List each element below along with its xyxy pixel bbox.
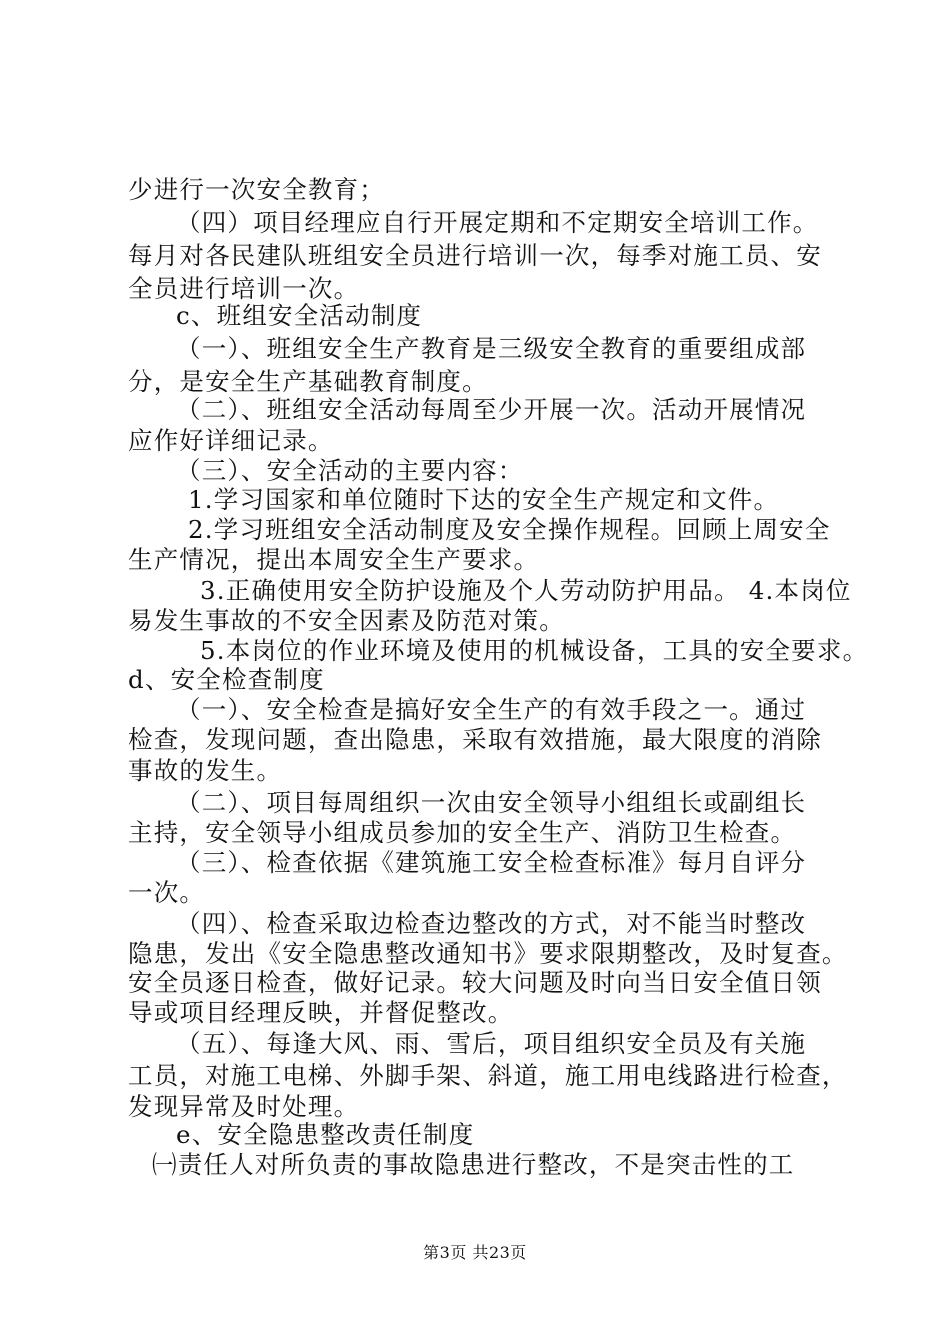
text-line: （一）、班组安全生产教育是三级安全教育的重要组成部 xyxy=(176,334,807,363)
text-line: 工员，对施工电梯、外脚手架、斜道，施工用电线路进行检查， xyxy=(128,1061,848,1090)
page-number: 第3页 共23页 xyxy=(423,1243,527,1262)
text-line: 导或项目经理反映，并督促整改。 xyxy=(128,998,514,1027)
text-line: （一）、安全检查是搞好安全生产的有效手段之一。通过 xyxy=(176,695,807,724)
text-line: 主持，安全领导小组成员参加的安全生产、消防卫生检查。 xyxy=(128,818,797,847)
text-line: 分，是安全生产基础教育制度。 xyxy=(128,367,488,396)
section-heading: e、安全隐患整改责任制度 xyxy=(176,1120,475,1149)
text-line: 隐患，发出《安全隐患整改通知书》要求限期整改，及时复查。 xyxy=(128,939,848,968)
text-line: 全员进行培训一次。 xyxy=(128,274,360,303)
text-line: （四）、检查采取边检查边整改的方式，对不能当时整改 xyxy=(176,909,807,938)
text-line: 少进行一次安全教育； xyxy=(128,175,385,204)
list-item: 1.学习国家和单位随时下达的安全生产规定和文件。 xyxy=(188,485,780,514)
text-line: 生产情况，提出本周安全生产要求。 xyxy=(128,545,540,574)
text-line: 应作好详细记录。 xyxy=(128,426,334,455)
list-item: 5.本岗位的作业环境及使用的机械设备，工具的安全要求。 xyxy=(200,636,869,665)
section-heading: d、安全检查制度 xyxy=(128,665,325,694)
text-line: （四）项目经理应自行开展定期和不定期安全培训工作。 xyxy=(176,208,819,237)
text-line: 每月对各民建队班组安全员进行培训一次，每季对施工员、安 xyxy=(128,241,822,270)
text-line: （三）、安全活动的主要内容： xyxy=(176,456,524,485)
text-line: （二）、项目每周组织一次由安全领导小组组长或副组长 xyxy=(176,788,807,817)
text-line: 检查，发现问题，查出隐患，采取有效措施，最大限度的消除 xyxy=(128,725,822,754)
text-line: 一次。 xyxy=(128,878,206,907)
list-item: 3.正确使用安全防护设施及个人劳动防护用品。 4.本岗位 xyxy=(200,576,852,605)
text-line: （三）、检查依据《建筑施工安全检查标准》每月自评分 xyxy=(176,848,807,877)
text-line: （二）、班组安全活动每周至少开展一次。活动开展情况 xyxy=(176,395,807,424)
list-item: 2.学习班组安全活动制度及安全操作规程。回顾上周安全 xyxy=(188,515,831,544)
text-line: 安全员逐日检查，做好记录。较大问题及时向当日安全值日领 xyxy=(128,968,822,997)
text-line: ㈠责任人对所负责的事故隐患进行整改，不是突击性的工 xyxy=(152,1150,795,1179)
text-line: （五）、每逢大风、雨、雪后，项目组织安全员及有关施 xyxy=(176,1029,807,1058)
text-line: 易发生事故的不安全因素及防范对策。 xyxy=(128,606,565,635)
text-line: 事故的发生。 xyxy=(128,756,283,785)
section-heading: c、班组安全活动制度 xyxy=(176,301,423,330)
text-line: 发现异常及时处理。 xyxy=(128,1092,360,1121)
